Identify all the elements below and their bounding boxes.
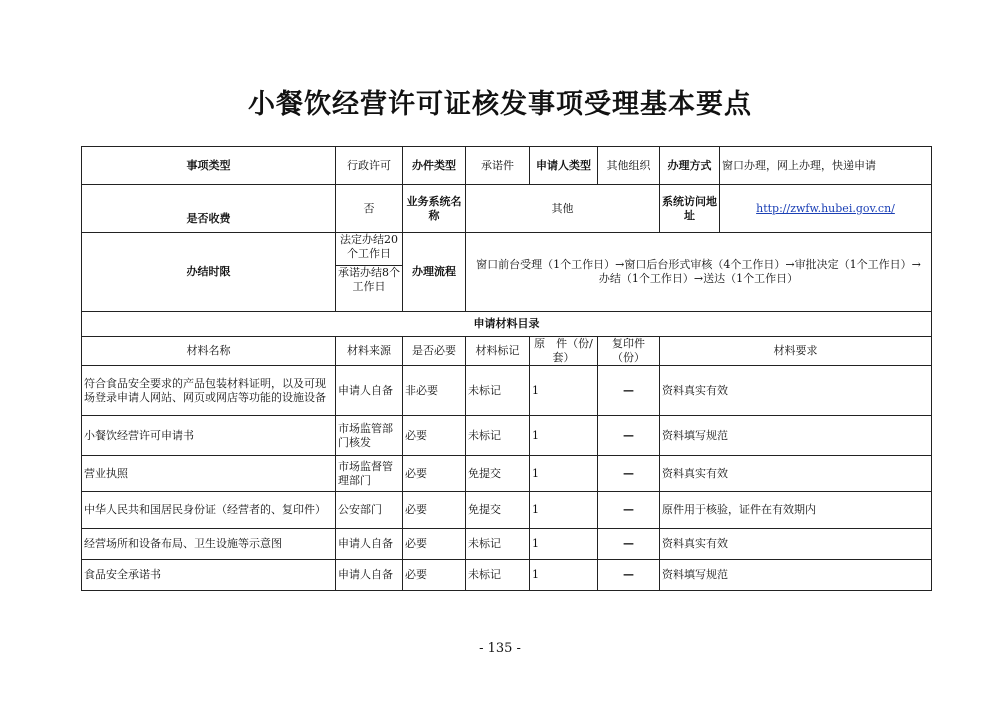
- material-name: 中华人民共和国居民身份证（经营者的、复印件）: [82, 492, 336, 529]
- header-required: 是否必要: [403, 337, 466, 366]
- handle-method-value: 窗口办理，网上办理，快递申请: [720, 147, 932, 185]
- material-copy: —: [598, 456, 660, 492]
- process-label: 办理流程: [403, 233, 466, 312]
- material-mark: 免提交: [466, 456, 530, 492]
- system-url-link[interactable]: http://zwfw.hubei.gov.cn/: [756, 201, 895, 215]
- material-original: 1: [530, 366, 598, 416]
- page-title: 小餐饮经营许可证核发事项受理基本要点: [248, 89, 752, 120]
- material-source: 申请人自备: [336, 366, 403, 416]
- promise-limit: 承诺办结8个工作日: [338, 266, 400, 293]
- handle-type-label: 办件类型: [403, 147, 466, 185]
- page-number: - 135 -: [479, 641, 521, 656]
- table-row: [82, 366, 932, 416]
- material-name: 小餐饮经营许可申请书: [82, 416, 336, 456]
- requirements-table: [81, 146, 932, 591]
- material-name: 食品安全承诺书: [82, 560, 336, 591]
- material-source: 公安部门: [336, 492, 403, 529]
- biz-system-value: 其他: [466, 185, 660, 233]
- header-name: 材料名称: [82, 337, 336, 366]
- material-copy: —: [598, 560, 660, 591]
- material-copy: —: [598, 492, 660, 529]
- item-type-value: 行政许可: [336, 147, 403, 185]
- header-mark: 材料标记: [466, 337, 530, 366]
- material-mark: 免提交: [466, 492, 530, 529]
- applicant-type-value: 其他组织: [598, 147, 660, 185]
- table-row: [82, 560, 932, 591]
- handle-method-label: 办理方式: [660, 147, 720, 185]
- material-original: 1: [530, 492, 598, 529]
- table-row: [82, 416, 932, 456]
- item-type-label: 事项类型: [82, 147, 336, 185]
- material-source: 申请人自备: [336, 560, 403, 591]
- material-mark: 未标记: [466, 416, 530, 456]
- material-source: 市场监督管理部门: [336, 456, 403, 492]
- legal-limit: 法定办结20个工作日: [336, 233, 402, 266]
- material-copy: —: [598, 366, 660, 416]
- table-row: [82, 456, 932, 492]
- material-required: 必要: [403, 492, 466, 529]
- material-original: 1: [530, 416, 598, 456]
- time-limit-label: 办结时限: [82, 233, 336, 312]
- fee-label: 是否收费: [82, 185, 336, 233]
- material-source: 市场监管部门核发: [336, 416, 403, 456]
- material-requirement: 资料填写规范: [660, 560, 932, 591]
- applicant-type-label: 申请人类型: [530, 147, 598, 185]
- table-row: [82, 529, 932, 560]
- material-mark: 未标记: [466, 366, 530, 416]
- material-required: 必要: [403, 560, 466, 591]
- biz-system-label: 业务系统名称: [403, 185, 466, 233]
- fee-value: 否: [336, 185, 403, 233]
- material-original: 1: [530, 456, 598, 492]
- materials-section-title: 申请材料目录: [82, 312, 932, 337]
- material-original: 1: [530, 560, 598, 591]
- material-name: 符合食品安全要求的产品包装材料证明，以及可现场登录申请人网站、网页或网店等功能的设施设备: [82, 366, 336, 416]
- material-requirement: 资料真实有效: [660, 529, 932, 560]
- handle-type-value: 承诺件: [466, 147, 530, 185]
- material-source: 申请人自备: [336, 529, 403, 560]
- table-row: [82, 492, 932, 529]
- material-required: 必要: [403, 416, 466, 456]
- system-url-label: 系统访问地址: [660, 185, 720, 233]
- material-requirement: 资料真实有效: [660, 456, 932, 492]
- material-copy: —: [598, 416, 660, 456]
- material-required: 必要: [403, 529, 466, 560]
- material-name: 经营场所和设备布局、卫生设施等示意图: [82, 529, 336, 560]
- material-mark: 未标记: [466, 560, 530, 591]
- material-required: 非必要: [403, 366, 466, 416]
- material-copy: —: [598, 529, 660, 560]
- material-required: 必要: [403, 456, 466, 492]
- material-name: 营业执照: [82, 456, 336, 492]
- header-copy: 复印件（份）: [598, 337, 660, 366]
- process-value: 窗口前台受理（1个工作日）→窗口后台形式审核（4个工作日）→审批决定（1个工作日）→办结（1个工作日）→送达（1个工作日）: [466, 233, 932, 312]
- header-original: 原 件（份/套）: [530, 337, 598, 366]
- material-requirement: 资料填写规范: [660, 416, 932, 456]
- material-requirement: 资料真实有效: [660, 366, 932, 416]
- material-mark: 未标记: [466, 529, 530, 560]
- material-requirement: 原件用于核验，证件在有效期内: [660, 492, 932, 529]
- header-requirement: 材料要求: [660, 337, 932, 366]
- header-source: 材料来源: [336, 337, 403, 366]
- material-original: 1: [530, 529, 598, 560]
